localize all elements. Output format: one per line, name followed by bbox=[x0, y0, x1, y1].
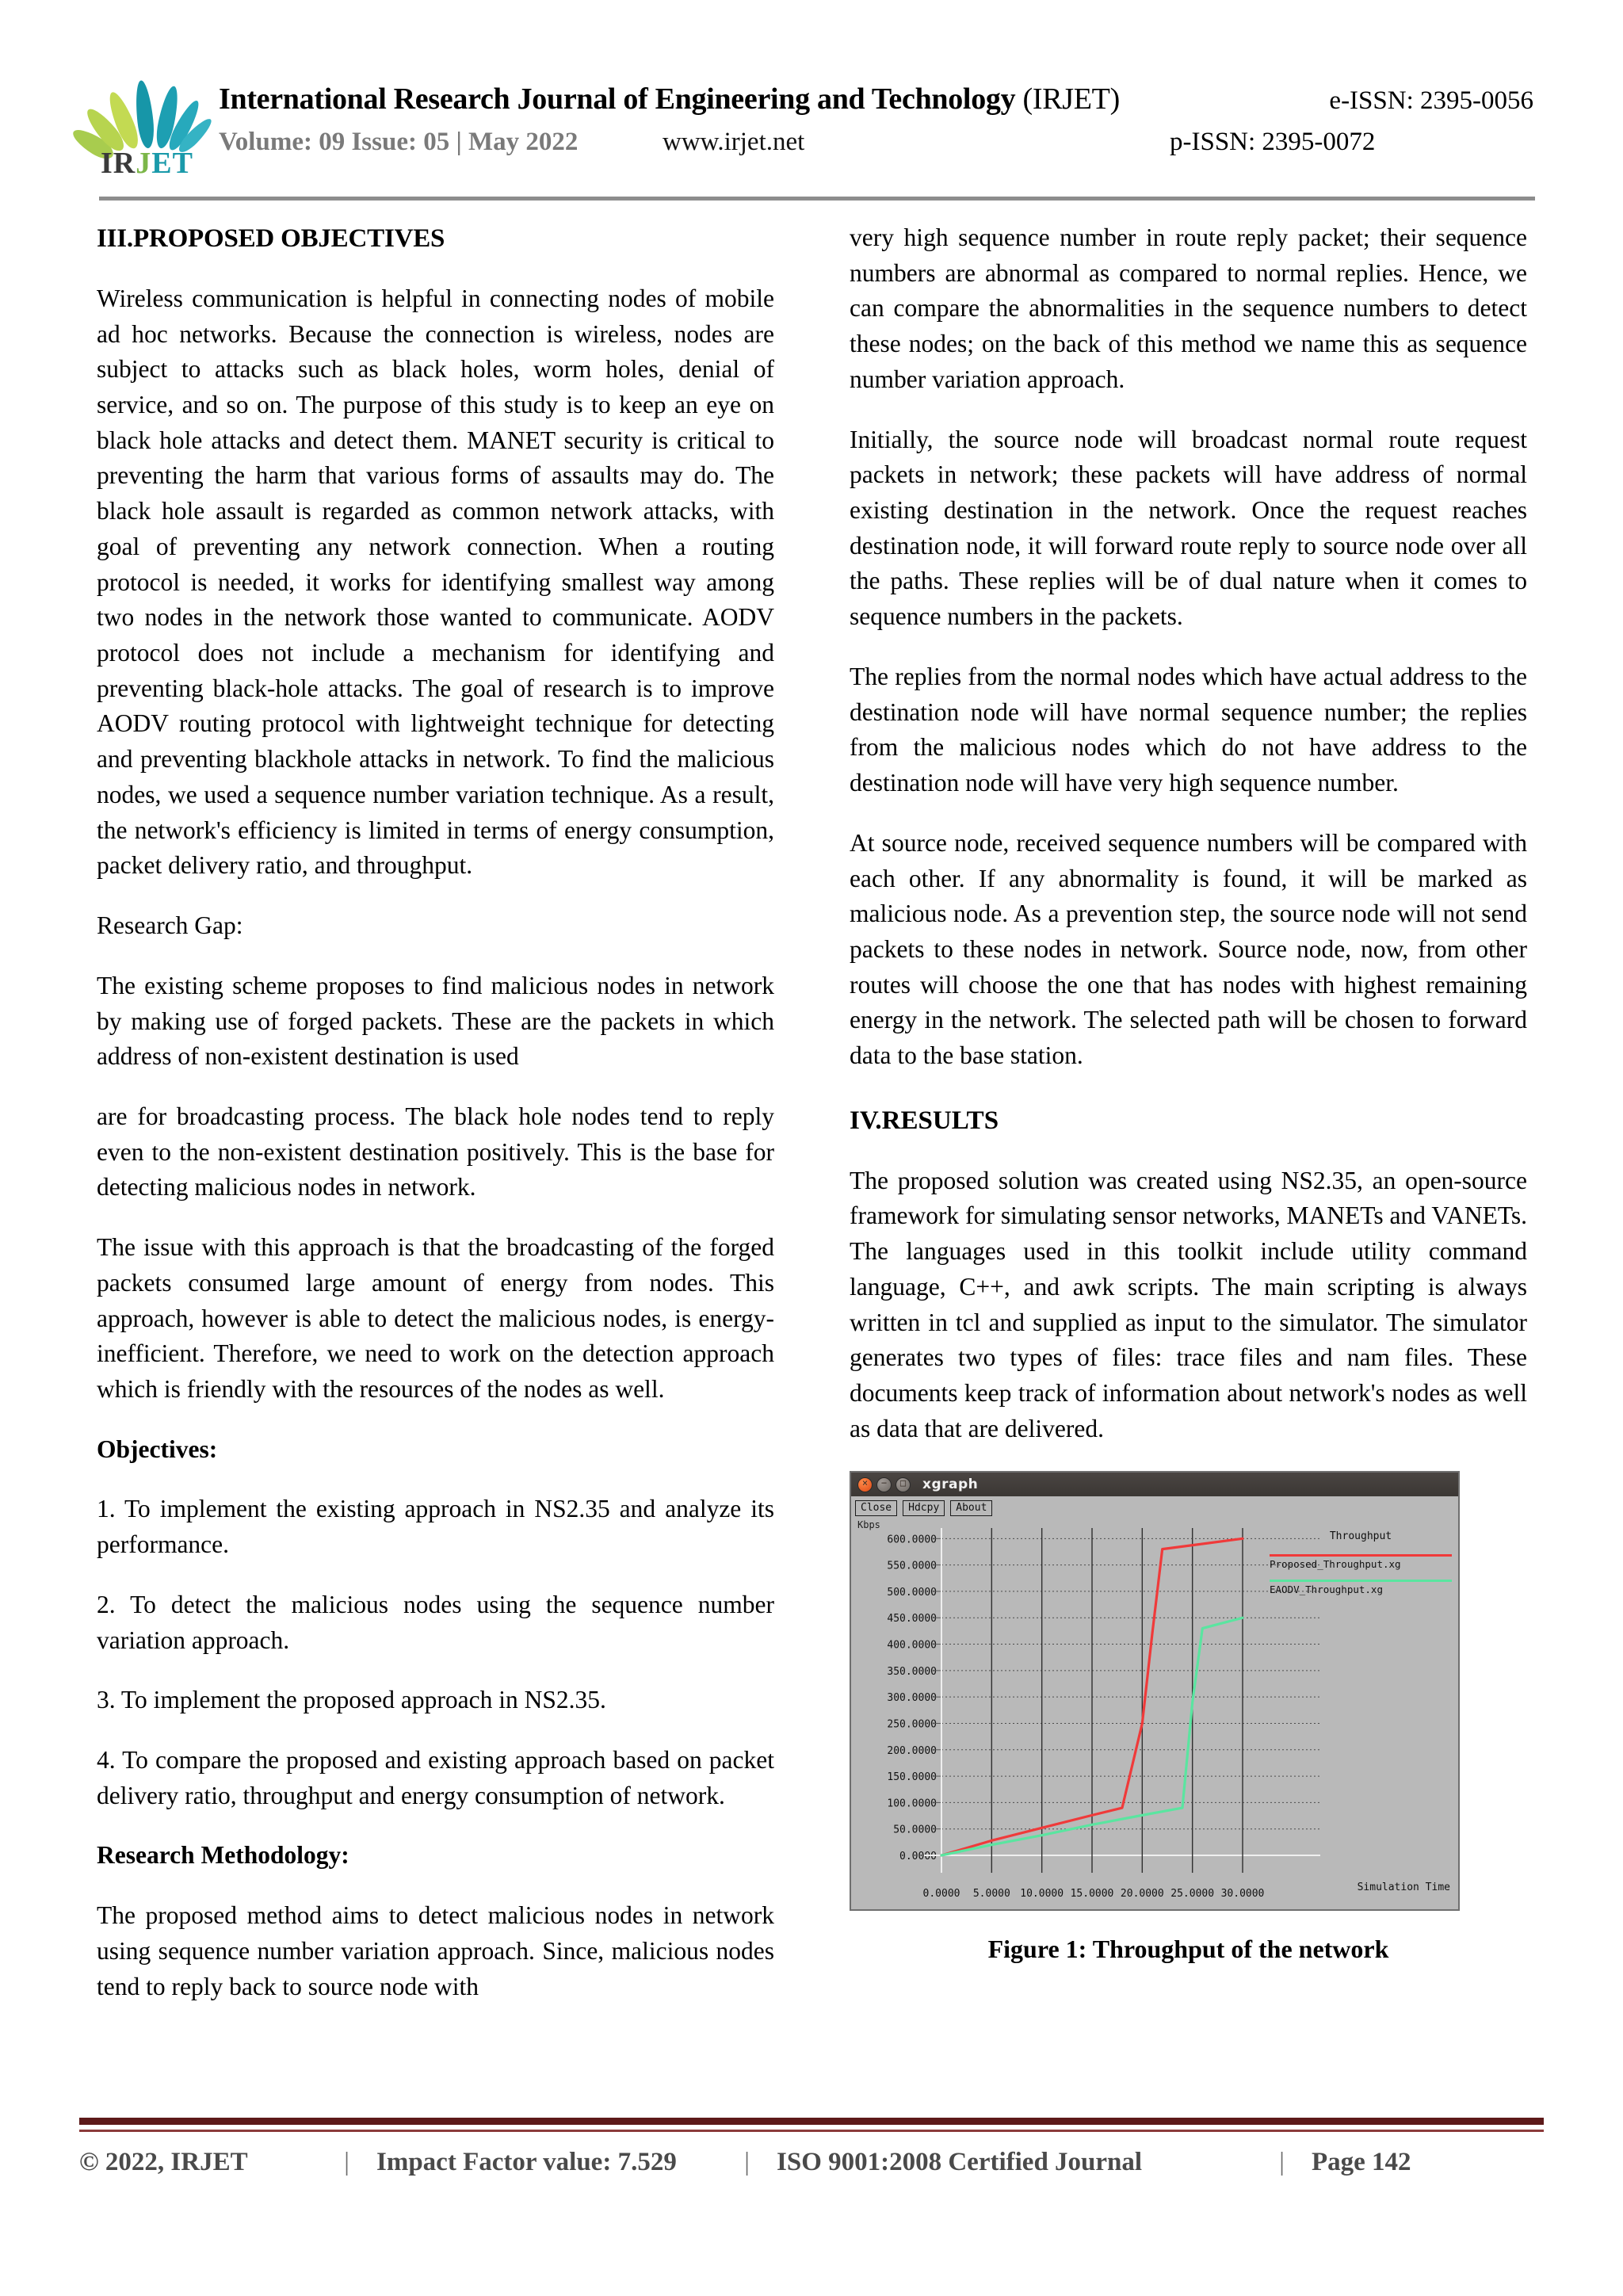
y-axis-unit-label: Kbps bbox=[857, 1519, 880, 1531]
left-column bbox=[97, 220, 774, 2004]
hdcpy-button[interactable]: Hdcpy bbox=[903, 1500, 945, 1516]
svg-text:450.0000: 450.0000 bbox=[887, 1613, 937, 1626]
close-button[interactable]: Close bbox=[855, 1500, 897, 1516]
paragraph-existing-scheme: The existing scheme proposes to find malicious nodes in network by making use of forged packets. These are the packets in which address of non-existent destination is used bbox=[97, 971, 774, 1071]
close-icon[interactable] bbox=[857, 1477, 873, 1492]
svg-text:300.0000: 300.0000 bbox=[887, 1692, 937, 1705]
figure-caption: Figure 1: Throughput of the network bbox=[987, 1935, 1389, 1964]
svg-text:0.0000: 0.0000 bbox=[922, 1888, 960, 1901]
legend-swatch-eaodv bbox=[1270, 1580, 1452, 1582]
logo-j-text: J bbox=[136, 147, 152, 180]
footer-page-number: Page 142 bbox=[1312, 2148, 1411, 2176]
figure-1-container bbox=[850, 1471, 1527, 1967]
svg-text:15.0000: 15.0000 bbox=[1070, 1888, 1114, 1901]
journal-title bbox=[219, 82, 1120, 117]
paragraph-issue-with-approach: The issue with this approach is that the broadcasting of the forged packets consumed large amount of energy from nodes. This approach, however is able to detect the malicious nodes, is energy-inefficient. Therefore, we need to work on the detection approach which is friendly with the resources of the nodes as well. bbox=[97, 1233, 774, 1403]
logo-ir-text: IR bbox=[101, 147, 136, 180]
svg-text:10.0000: 10.0000 bbox=[1020, 1888, 1064, 1901]
section-heading-proposed-objectives: III.PROPOSED OBJECTIVES bbox=[97, 224, 445, 253]
volume-issue: Volume: 09 Issue: 05 | May 2022 bbox=[219, 128, 579, 156]
svg-text:20.0000: 20.0000 bbox=[1120, 1888, 1164, 1901]
minimize-glyph: − bbox=[880, 1477, 888, 1488]
paragraph-proposed-method: The proposed method aims to detect malicious nodes in network using sequence number variation approach. Since, malicious nodes tend to reply back to source node with bbox=[97, 1901, 774, 2000]
about-button[interactable]: About bbox=[950, 1500, 992, 1516]
paragraph-initial-broadcast: Initially, the source node will broadcast normal route request packets in network; these packets will have address of normal existing destination in the network. Once the request reaches destination node, it will forward route reply to source node over all the paths. These replies will be of dual nature when it comes to sequence numbers in the packets. bbox=[850, 425, 1527, 631]
journal-title-main: International Research Journal of Engineering and Technology bbox=[219, 82, 1016, 116]
xgraph-window-title: xgraph bbox=[922, 1477, 979, 1493]
footer-separator-2: | bbox=[744, 2148, 750, 2176]
xgraph-toolbar bbox=[851, 1496, 1458, 1517]
legend-item-proposed bbox=[1270, 1554, 1452, 1572]
minimize-icon[interactable] bbox=[876, 1477, 892, 1492]
svg-text:5.0000: 5.0000 bbox=[972, 1888, 1010, 1901]
paragraph-sequence-number-variation: very high sequence number in route reply packet; their sequence numbers are abnormal as compared to normal replies. Hence, we can compare the abnormalities in the sequence numbers to detect these nodes; on the back of this method we name this as sequence number variation approach. bbox=[850, 223, 1527, 393]
journal-abbreviation: (IRJET) bbox=[1022, 82, 1120, 116]
xgraph-titlebar bbox=[851, 1473, 1458, 1496]
footer-divider-thin bbox=[79, 2130, 1544, 2132]
irjet-logo bbox=[99, 75, 206, 182]
footer-impact-factor: Impact Factor value: 7.529 bbox=[376, 2148, 677, 2176]
footer-separator-3: | bbox=[1279, 2148, 1285, 2176]
label-objectives: Objectives: bbox=[97, 1435, 218, 1463]
svg-text:200.0000: 200.0000 bbox=[887, 1745, 937, 1758]
page-footer bbox=[79, 2148, 1544, 2177]
chart-title: Throughput bbox=[1329, 1530, 1392, 1543]
journal-header bbox=[99, 75, 1533, 194]
footer-separator-1: | bbox=[344, 2148, 349, 2176]
svg-text:350.0000: 350.0000 bbox=[887, 1666, 937, 1679]
label-research-gap: Research Gap: bbox=[97, 911, 243, 940]
paragraph-wireless-communication: Wireless communication is helpful in connecting nodes of mobile ad hoc networks. Because the connection is wireless, nodes are subject to attacks such as black holes, worm holes, denial of service, and so on. The purpose of this study is to keep an eye on black hole attacks and detect them. MANET security is critical to preventing the harm that various forms of assaults may do. The black hole assault is regarded as common network attacks, with goal of preventing any network connection. When a routing protocol is needed, it works for identifying smallest way among two nodes in the network those wanted to communicate. AODV protocol does not include a mechanism for identifying and preventing black-hole attacks. The goal of research is to improve AODV routing protocol with lightweight technique for detecting and preventing blackhole attacks in network. To find the malicious nodes, we used a sequence number variation technique. As a result, the network's efficiency is limited in terms of energy consumption, packet delivery ratio, and throughput. bbox=[97, 284, 774, 880]
objective-item-4: 4. To compare the proposed and existing approach based on packet delivery ratio, throughput and energy consumption of network. bbox=[97, 1746, 774, 1809]
maximize-glyph: □ bbox=[899, 1477, 907, 1488]
paragraph-replies-normal-nodes: The replies from the normal nodes which have actual address to the destination node will have normal sequence number; the replies from the malicious nodes which do not have address to the destination node will have very high sequence number. bbox=[850, 662, 1527, 797]
objective-item-1: 1. To implement the existing approach in NS2.35 and analyze its performance. bbox=[97, 1495, 774, 1559]
svg-text:400.0000: 400.0000 bbox=[887, 1639, 937, 1652]
label-research-methodology: Research Methodology: bbox=[97, 1841, 349, 1870]
svg-text:0.0000: 0.0000 bbox=[899, 1851, 937, 1863]
svg-text:150.0000: 150.0000 bbox=[887, 1771, 937, 1784]
legend-label-proposed: Proposed_Throughput.xg bbox=[1270, 1557, 1401, 1570]
svg-text:250.0000: 250.0000 bbox=[887, 1718, 937, 1731]
logo-wordmark bbox=[101, 146, 193, 181]
e-issn: e-ISSN: 2395-0056 bbox=[1329, 86, 1533, 115]
objective-item-3: 3. To implement the proposed approach in NS2.35. bbox=[97, 1686, 606, 1714]
legend-label-eaodv: EAODV_Throughput.xg bbox=[1270, 1583, 1383, 1595]
close-glyph: × bbox=[861, 1477, 869, 1488]
svg-text:50.0000: 50.0000 bbox=[893, 1824, 937, 1837]
svg-text:600.0000: 600.0000 bbox=[887, 1534, 937, 1546]
logo-et-text: ET bbox=[151, 147, 193, 180]
legend-swatch-proposed bbox=[1270, 1554, 1452, 1557]
svg-text:100.0000: 100.0000 bbox=[887, 1797, 937, 1810]
objective-item-2: 2. To detect the malicious nodes using the sequence number variation approach. bbox=[97, 1590, 774, 1654]
footer-copyright: © 2022, IRJET bbox=[79, 2148, 248, 2176]
svg-text:25.0000: 25.0000 bbox=[1170, 1888, 1215, 1901]
journal-website[interactable]: www.irjet.net bbox=[663, 128, 805, 156]
header-divider bbox=[99, 197, 1535, 201]
xgraph-window[interactable] bbox=[850, 1471, 1460, 1911]
paragraph-source-node-comparison: At source node, received sequence numbers will be compared with each other. If any abnormality is found, it will be marked as malicious node. As a prevention step, the source node will not send packets to these nodes in network. Source node, now, from other routes will choose the one that has nodes with highest remaining energy in the network. The selected path will be chosen to forward data to the base station. bbox=[850, 828, 1527, 1070]
svg-text:550.0000: 550.0000 bbox=[887, 1561, 937, 1573]
svg-text:30.0000: 30.0000 bbox=[1220, 1888, 1265, 1901]
chart-legend bbox=[1270, 1530, 1452, 1604]
section-heading-results: IV.RESULTS bbox=[850, 1106, 999, 1135]
x-axis-label: Simulation Time bbox=[1357, 1881, 1450, 1893]
paragraph-ns235-framework: The proposed solution was created using NS2.35, an open-source framework for simulating sensor networks, MANETs and VANETs. The languages used in this toolkit include utility command language, C++, and awk scripts. The main scripting is always written in tcl and supplied as input to the simulator. The simulator generates two types of files: trace files and nam files. These documents keep track of information about network's nodes as well as data that are delivered. bbox=[850, 1166, 1527, 1442]
legend-item-eaodv bbox=[1270, 1580, 1452, 1597]
svg-text:500.0000: 500.0000 bbox=[887, 1587, 937, 1599]
p-issn: p-ISSN: 2395-0072 bbox=[1170, 128, 1376, 156]
paragraph-broadcasting-process: are for broadcasting process. The black hole nodes tend to reply even to the non-existent destination positively. This is the base for detecting malicious nodes in network. bbox=[97, 1102, 774, 1201]
footer-divider-thick bbox=[79, 2118, 1544, 2125]
maximize-icon[interactable] bbox=[896, 1477, 911, 1492]
footer-iso-certification: ISO 9001:2008 Certified Journal bbox=[777, 2148, 1143, 2176]
right-column bbox=[850, 220, 1527, 1968]
